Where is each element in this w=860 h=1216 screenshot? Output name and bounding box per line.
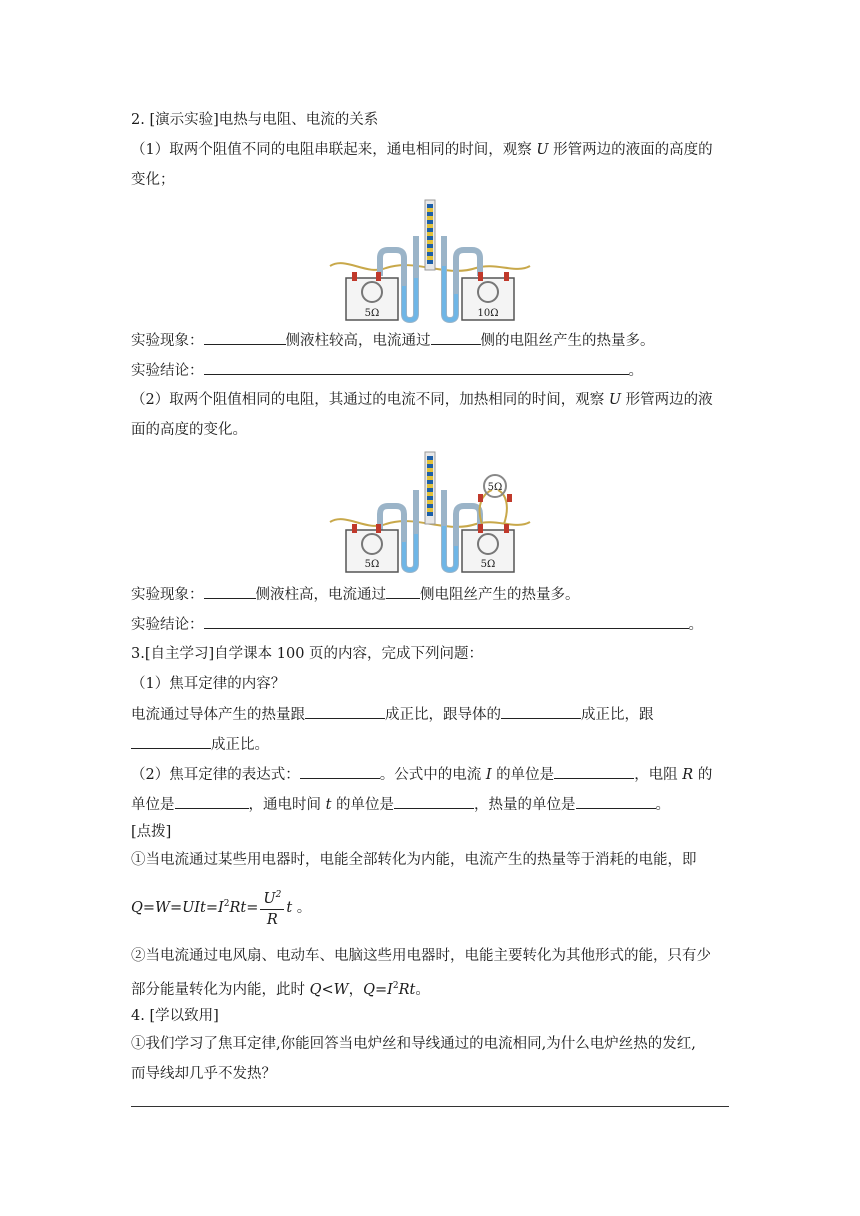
blank[interactable] <box>204 584 256 599</box>
sec2-observation-1: 实验现象： 侧液柱较高，电流通过 侧的电阻丝产生的热量多。 <box>131 330 655 351</box>
tip-1: ①当电流通过某些用电器时，电能全部转化为内能，电流产生的热量等于消耗的电能，即 <box>131 852 697 868</box>
experiment-figure-2 <box>326 450 534 574</box>
sec4-question-line2: 而导线却几乎不发热？ <box>131 1066 276 1082</box>
sec4-question-line1: ①我们学习了焦耳定律,你能回答当电炉丝和导线通过的电流相同,为什么电炉丝热的发红, <box>131 1036 696 1052</box>
sec2-part2-line1: （2）取两个阻值相同的电阻，其通过的电流不同，加热相同的时间，观察 U 形管两边的液 <box>131 392 713 408</box>
blank[interactable] <box>131 734 211 749</box>
section-3-heading: 3.[自主学习]自学课本 100 页的内容，完成下列问题： <box>131 646 484 662</box>
blank[interactable] <box>554 764 634 779</box>
fig1-right-resistor-label: 10Ω <box>477 308 499 319</box>
blank[interactable] <box>431 330 481 345</box>
blank[interactable] <box>576 794 656 809</box>
section-2-heading: 2. [演示实验]电热与电阻、电流的关系 <box>131 112 379 128</box>
tip-label: [点拨] <box>131 824 172 840</box>
sec2-conclusion-1: 实验结论： 。 <box>131 360 643 381</box>
fig1-left-resistor-label: 5Ω <box>364 308 380 319</box>
blank[interactable] <box>501 704 581 719</box>
sec3-q2-line2: 单位是 ，通电时间 t 的单位是 ，热量的单位是 。 <box>131 794 670 815</box>
answer-line[interactable] <box>131 1106 729 1107</box>
sec2-part1-line1: （1）取两个阻值不同的电阻串联起来，通电相同的时间，观察 U 形管两边的液面的高度的 <box>131 142 713 158</box>
sec2-part2-line2: 面的高度的变化。 <box>131 422 247 438</box>
section-4-heading: 4. [学以致用] <box>131 1008 219 1024</box>
fig2-right-resistor-label: 5Ω <box>480 559 496 570</box>
blank[interactable] <box>305 704 385 719</box>
tip-2-line2: 部分能量转化为内能，此时 Q<W，$Q=I^2Rt$。 <box>131 981 430 998</box>
fig2-left-resistor-label: 5Ω <box>364 559 380 570</box>
sec2-part1-line2: 变化； <box>131 172 175 188</box>
sec3-question-1: （1）焦耳定律的内容？ <box>131 676 286 692</box>
sec2-conclusion-2: 实验结论： 。 <box>131 614 703 635</box>
blank[interactable] <box>386 584 420 599</box>
blank[interactable] <box>300 764 380 779</box>
sec3-q1-line1: 电流通过导体产生的热量跟 成正比，跟导体的 成正比，跟 <box>131 704 654 725</box>
blank[interactable] <box>204 360 629 375</box>
sec3-q2-line1: （2）焦耳定律的表达式： 。公式中的电流 I 的单位是 ，电阻 R 的 <box>131 764 712 785</box>
experiment-figure-1 <box>326 196 534 324</box>
blank[interactable] <box>175 794 249 809</box>
joule-formula: $Q=W=UIt=I^2Rt=$ $\frac{U^2}{R}$ t 。 <box>131 884 311 930</box>
tip-2-line1: ②当电流通过电风扇、电动车、电脑这些用电器时，电能主要转化为其他形式的能，只有少 <box>131 948 711 964</box>
formula-fraction: $\frac{U^2}{R}$ <box>260 885 284 930</box>
blank[interactable] <box>204 614 689 629</box>
fig2-external-resistor-label: 5Ω <box>487 482 503 493</box>
sec2-observation-2: 实验现象： 侧液柱高，电流通过 侧电阻丝产生的热量多。 <box>131 584 580 605</box>
blank[interactable] <box>394 794 474 809</box>
blank[interactable] <box>204 330 286 345</box>
sec3-q1-line2: 成正比。 <box>131 734 269 755</box>
